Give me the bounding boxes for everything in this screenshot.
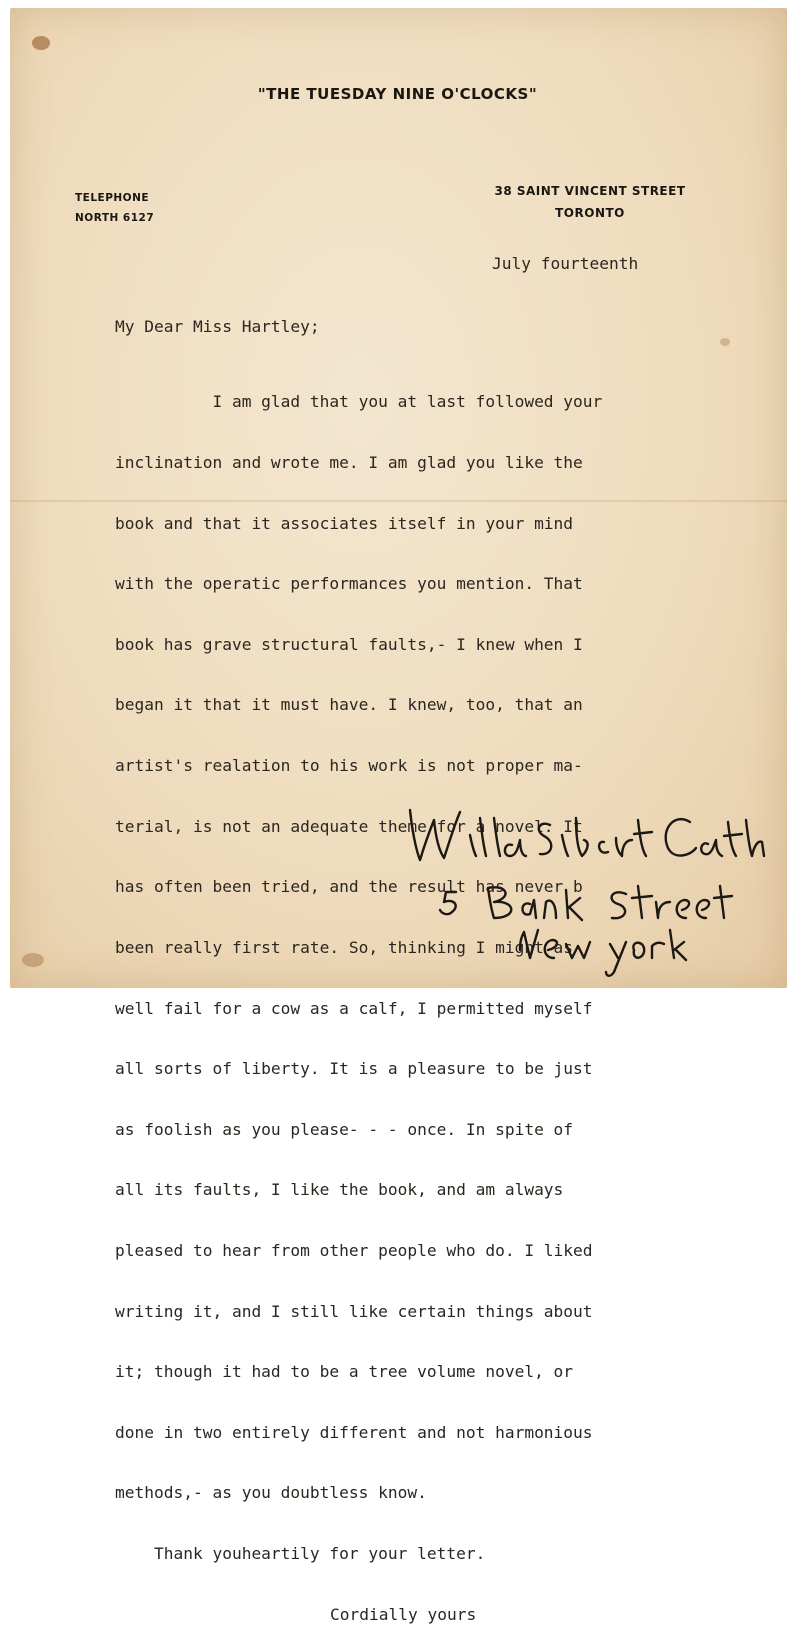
body-line: all sorts of liberty. It is a pleasure to be just: [115, 1059, 593, 1079]
body-line: well fail for a cow as a calf, I permitted myself: [115, 998, 593, 1018]
body-line: methods,- as you doubtless know.: [115, 1483, 427, 1503]
letterhead-title: "THE TUESDAY NINE O'CLOCKS": [257, 85, 538, 103]
letter-body: [115, 352, 602, 1645]
address-line-2: TORONTO: [555, 206, 625, 220]
body-line: I am glad that you at last followed your: [115, 392, 603, 412]
corner-stain: [22, 953, 44, 967]
letterhead-address: [440, 180, 740, 224]
body-line: book has grave structural faults,- I knew when I: [115, 634, 583, 654]
telephone-number: NORTH 6127: [75, 212, 155, 224]
closing-thanks: Thank youheartily for your letter.: [115, 1543, 486, 1563]
signature-drawing: [390, 790, 770, 980]
letterhead-telephone: [75, 188, 154, 228]
body-line: book and that it associates itself in your mind: [115, 513, 574, 533]
body-line: all its faults, I like the book, and am always: [115, 1180, 564, 1200]
letter-date: July fourteenth: [492, 254, 639, 273]
address-line-1: 38 SAINT VINCENT STREET: [494, 184, 686, 198]
body-line: as foolish as you please- - - once. In spite of: [115, 1119, 574, 1139]
salutation: My Dear Miss Hartley;: [115, 317, 320, 336]
body-line: writing it, and I still like certain things about: [115, 1301, 593, 1321]
body-line: inclination and wrote me. I am glad you like the: [115, 453, 583, 473]
body-line: terial, is not an adequate theme for a novel. It: [115, 816, 583, 836]
body-line: done in two entirely different and not harmonious: [115, 1422, 593, 1442]
body-line: been really first rate. So, thinking I might as: [115, 937, 574, 957]
corner-stain: [32, 36, 50, 50]
corner-stain: [720, 338, 730, 346]
closing: Cordially yours: [330, 1604, 477, 1624]
body-line: with the operatic performances you mention. That: [115, 574, 583, 594]
body-line: began it that it must have. I knew, too, that an: [115, 695, 583, 715]
body-line: has often been tried, and the result has never b: [115, 877, 583, 897]
body-line: it; though it had to be a tree volume novel, or: [115, 1362, 574, 1382]
telephone-label: TELEPHONE: [75, 192, 150, 204]
body-line: artist's realation to his work is not proper ma-: [115, 756, 583, 776]
handwritten-signature: [390, 790, 770, 980]
body-line: pleased to hear from other people who do. I liked: [115, 1240, 593, 1260]
